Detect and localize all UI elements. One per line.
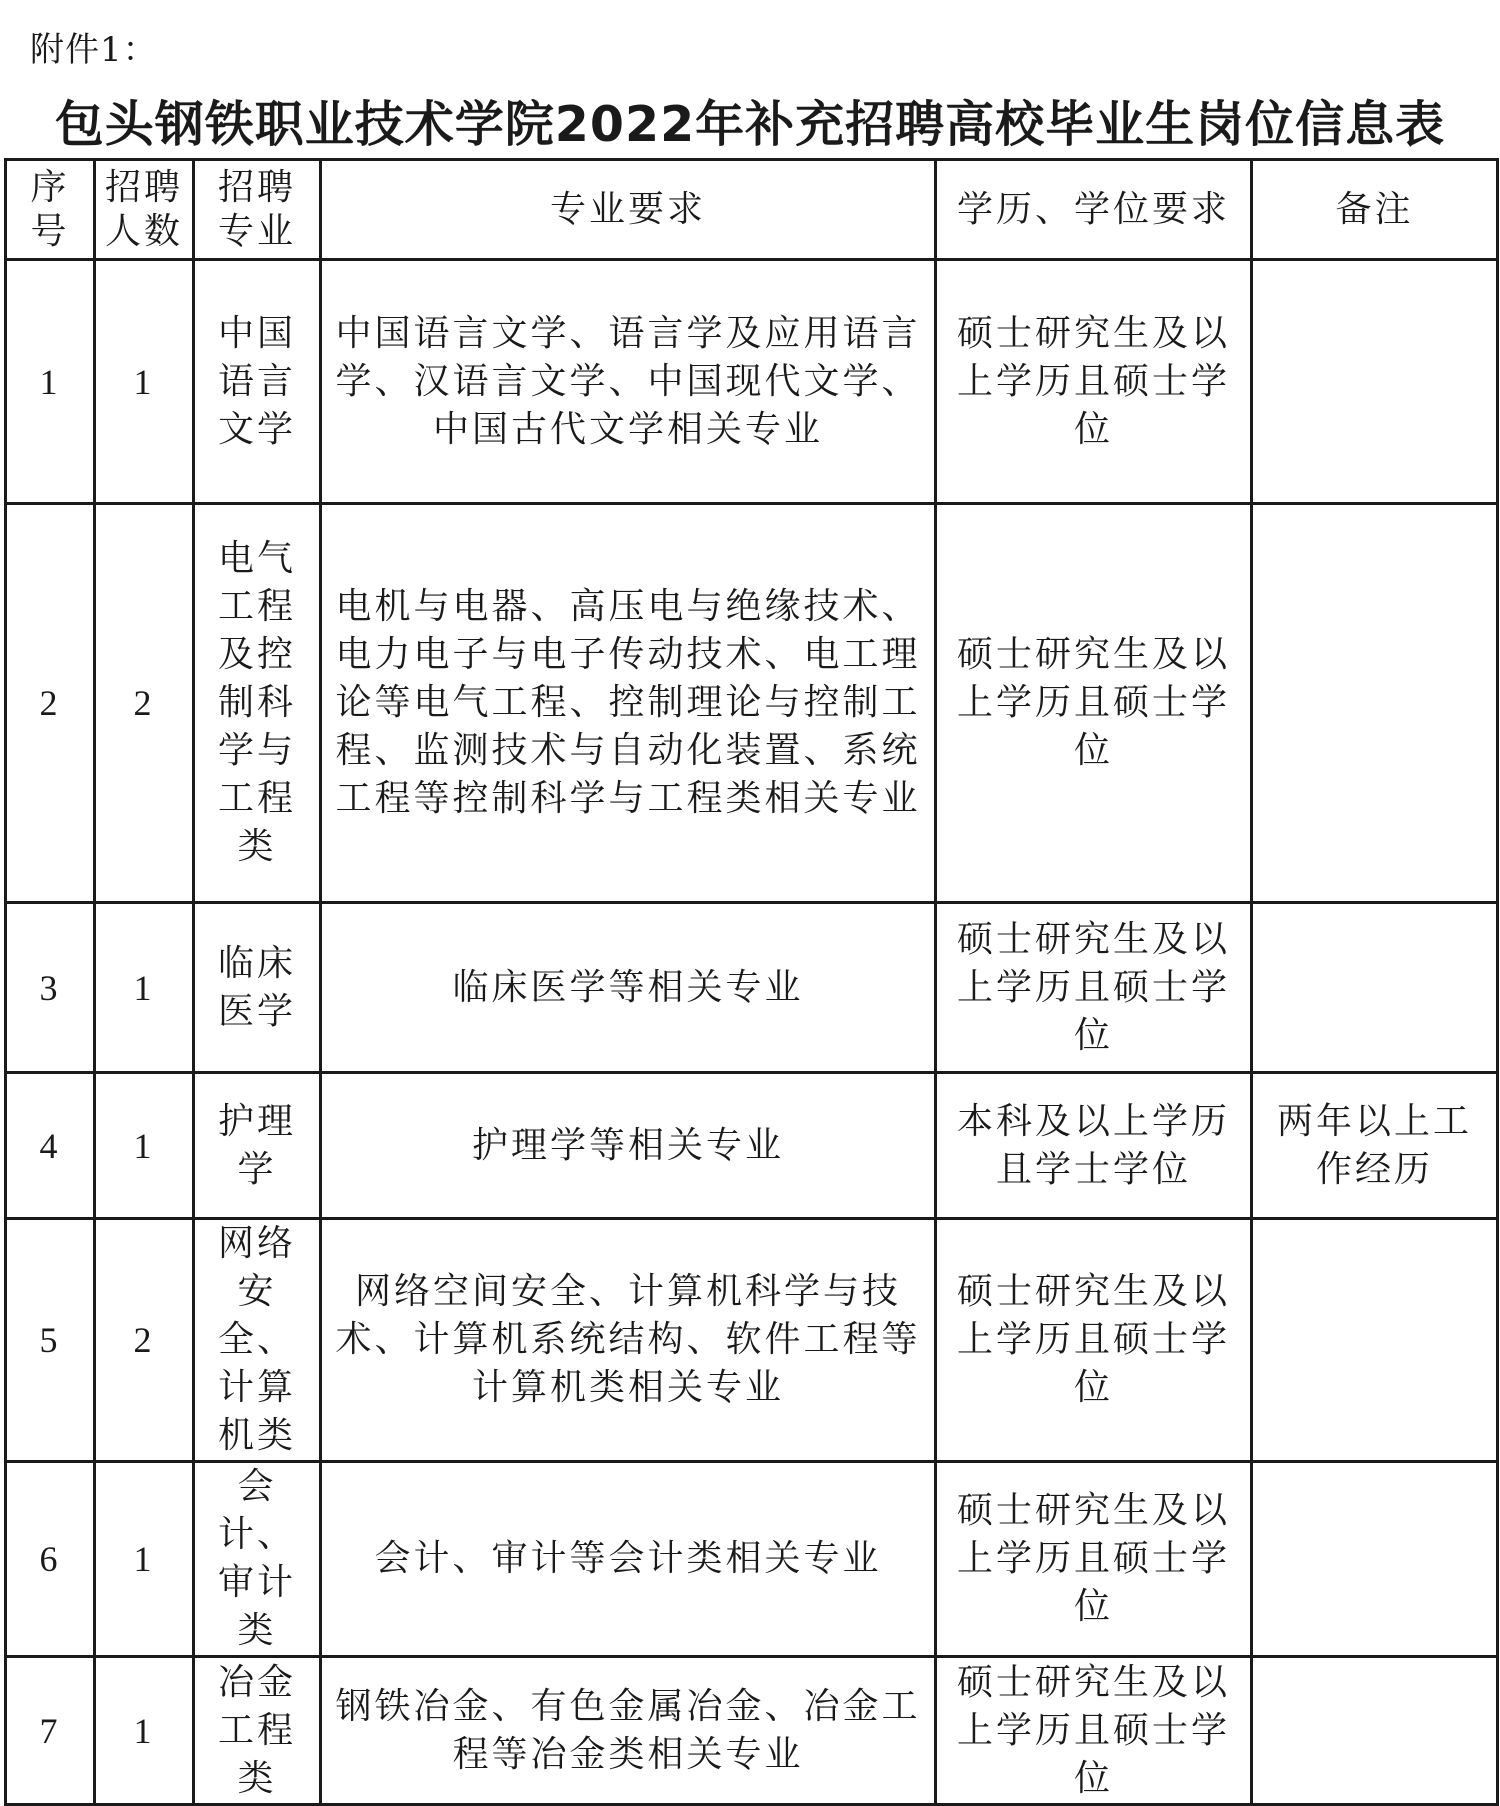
row-major: 网络安全、计算机类: [194, 1219, 321, 1462]
row-index: 3: [6, 903, 95, 1073]
row-requirement: 会计、审计等会计类相关专业: [321, 1462, 936, 1657]
row-remark: [1252, 1462, 1498, 1657]
table-row: [6, 903, 1498, 1073]
row-degree: 硕士研究生及以上学历且硕士学位: [936, 504, 1252, 903]
row-count: 1: [95, 1073, 194, 1219]
table-row: [6, 1657, 1498, 1805]
row-count: 1: [95, 1462, 194, 1657]
row-requirement: 网络空间安全、计算机科学与技术、计算机系统结构、软件工程等计算机类相关专业: [321, 1219, 936, 1462]
row-degree: 硕士研究生及以上学历且硕士学位: [936, 1657, 1252, 1805]
row-remark: [1252, 504, 1498, 903]
table-row: [6, 1073, 1498, 1219]
row-remark: [1252, 1219, 1498, 1462]
row-major: 护理学: [194, 1073, 321, 1219]
header-requirement: 专业要求: [321, 160, 936, 260]
table-row: [6, 504, 1498, 903]
row-major: 会计、审计类: [194, 1462, 321, 1657]
row-index: 5: [6, 1219, 95, 1462]
row-degree: 本科及以上学历且学士学位: [936, 1073, 1252, 1219]
row-index: 6: [6, 1462, 95, 1657]
positions-table: [4, 158, 1499, 1806]
row-requirement: 护理学等相关专业: [321, 1073, 936, 1219]
row-major: 中国语言文学: [194, 260, 321, 504]
attachment-label: 附件1：: [30, 30, 158, 70]
row-major: 冶金工程类: [194, 1657, 321, 1805]
row-degree: 硕士研究生及以上学历且硕士学位: [936, 260, 1252, 504]
row-count: 1: [95, 903, 194, 1073]
header-index: 序号: [6, 160, 95, 260]
row-count: 2: [95, 504, 194, 903]
row-index: 1: [6, 260, 95, 504]
row-requirement: 电机与电器、高压电与绝缘技术、电力电子与电子传动技术、电工理论等电气工程、控制理论与控制工程、监测技术与自动化装置、系统工程等控制科学与工程类相关专业: [321, 504, 936, 903]
header-degree: 学历、学位要求: [936, 160, 1252, 260]
row-count: 2: [95, 1219, 194, 1462]
row-remark: [1252, 260, 1498, 504]
page-title: 包头钢铁职业技术学院2022年补充招聘高校毕业生岗位信息表: [54, 96, 1446, 153]
header-remark: 备注: [1252, 160, 1498, 260]
header-count: 招聘人数: [95, 160, 194, 260]
row-remark: 两年以上工作经历: [1252, 1073, 1498, 1219]
row-index: 7: [6, 1657, 95, 1805]
row-degree: 硕士研究生及以上学历且硕士学位: [936, 1219, 1252, 1462]
header-major: 招聘专业: [194, 160, 321, 260]
table-row: [6, 1462, 1498, 1657]
row-remark: [1252, 1657, 1498, 1805]
row-requirement: 中国语言文学、语言学及应用语言学、汉语言文学、中国现代文学、中国古代文学相关专业: [321, 260, 936, 504]
row-requirement: 临床医学等相关专业: [321, 903, 936, 1073]
row-index: 2: [6, 504, 95, 903]
row-count: 1: [95, 1657, 194, 1805]
table-row: [6, 1219, 1498, 1462]
row-requirement: 钢铁冶金、有色金属冶金、冶金工程等冶金类相关专业: [321, 1657, 936, 1805]
row-index: 4: [6, 1073, 95, 1219]
row-degree: 硕士研究生及以上学历且硕士学位: [936, 903, 1252, 1073]
row-major: 电气工程及控制科学与工程类: [194, 504, 321, 903]
row-count: 1: [95, 260, 194, 504]
header-row: [6, 160, 1498, 260]
table-row: [6, 260, 1498, 504]
row-major: 临床医学: [194, 903, 321, 1073]
row-degree: 硕士研究生及以上学历且硕士学位: [936, 1462, 1252, 1657]
row-remark: [1252, 903, 1498, 1073]
